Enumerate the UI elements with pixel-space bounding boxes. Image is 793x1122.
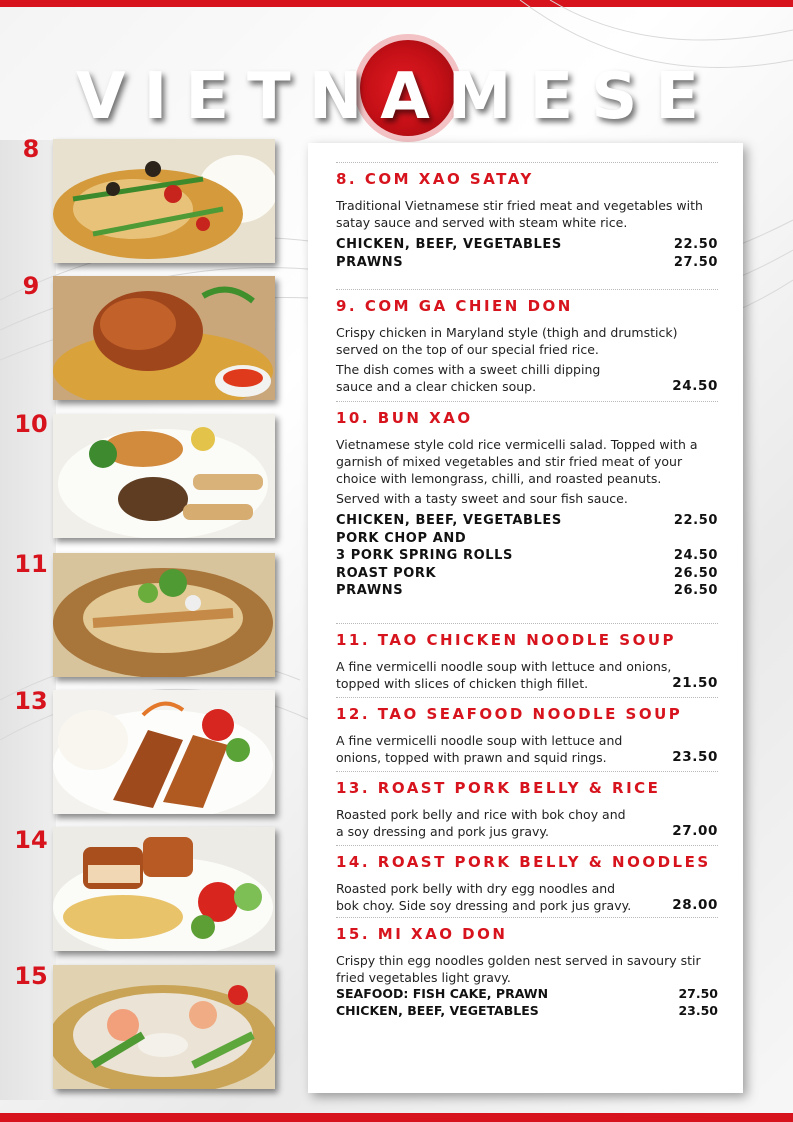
- menu-item-13: [336, 771, 718, 840]
- menu-item-description: Roasted pork belly with dry egg noodles and: [336, 881, 616, 896]
- menu-item-description: Traditional Vietnamese stir fried meat and vegetables with satay sauce and served with steam white rice.: [336, 198, 703, 230]
- photo-com-ga-chien-don: [53, 276, 275, 400]
- menu-panel: [308, 143, 743, 1093]
- photo-bun-xao: [53, 414, 275, 538]
- dotted-divider: [336, 917, 718, 918]
- price-option: ROAST PORK 26.50: [336, 565, 718, 581]
- price-row: sauce and a clear chicken soup. 24.50: [336, 378, 718, 394]
- menu-item-heading: 12. TAO SEAFOOD NOODLE SOUP: [336, 705, 683, 723]
- price-option: PORK CHOP AND: [336, 530, 467, 546]
- dotted-divider: [336, 162, 718, 163]
- menu-item-8: [336, 162, 718, 271]
- menu-item-heading: 14. ROAST PORK BELLY & NOODLES: [336, 853, 711, 871]
- photo-com-xao-satay: [53, 139, 275, 263]
- menu-item-heading: 15. MI XAO DON: [336, 925, 508, 943]
- page-title: VIETNAMESE: [75, 60, 718, 134]
- bottom-accent-bar: [0, 1113, 793, 1122]
- photo-number-15: 15: [14, 962, 48, 990]
- menu-item-description: Crispy thin egg noodles golden nest served in savoury stir fried vegetables light gravy.: [336, 953, 701, 985]
- photo-number-11: 11: [14, 550, 48, 578]
- menu-title-block: [0, 20, 793, 140]
- price-row: bok choy. Side soy dressing and pork jus gravy. 28.00: [336, 897, 718, 913]
- photo-roast-pork-belly-rice: [53, 690, 275, 814]
- price-option: 3 PORK SPRING ROLLS 24.50: [336, 548, 718, 563]
- photo-mi-xao-don: [53, 965, 275, 1089]
- dotted-divider: [336, 289, 718, 290]
- price-option: SEAFOOD: FISH CAKE, PRAWN 27.50: [336, 986, 718, 1001]
- menu-item-description: A fine vermicelli noodle soup with lettuce and onions,: [336, 659, 672, 674]
- menu-item-description: The dish comes with a sweet chilli dipping: [336, 362, 601, 377]
- price-option: CHICKEN, BEEF, VEGETABLES 22.50: [336, 237, 718, 252]
- menu-item-description: A fine vermicelli noodle soup with lettuce and: [336, 733, 623, 748]
- price-option: PRAWNS 26.50: [336, 583, 718, 598]
- dotted-divider: [336, 771, 718, 772]
- menu-item-description: Crispy chicken in Maryland style (thigh and drumstick) served on the top of our special fried rice.: [336, 325, 678, 357]
- top-accent-bar: [0, 0, 793, 7]
- photo-roast-pork-belly-noodles: [53, 827, 275, 951]
- dotted-divider: [336, 623, 718, 624]
- price-row: a soy dressing and pork jus gravy. 27.00: [336, 823, 718, 839]
- menu-item-heading: 9. COM GA CHIEN DON: [336, 297, 573, 315]
- menu-item-description: Roasted pork belly and rice with bok choy and: [336, 807, 626, 822]
- menu-item-heading: 13. ROAST PORK BELLY & RICE: [336, 779, 661, 797]
- price-option: CHICKEN, BEEF, VEGETABLES 23.50: [336, 1002, 718, 1018]
- menu-item-14: [336, 845, 718, 914]
- photo-number-10: 10: [14, 410, 48, 438]
- photo-number-8: 8: [22, 135, 40, 163]
- menu-item-12: [336, 697, 718, 766]
- menu-item-heading: 10. BUN XAO: [336, 409, 473, 427]
- dotted-divider: [336, 697, 718, 698]
- menu-item-heading: 8. COM XAO SATAY: [336, 170, 534, 188]
- menu-item-15: [336, 917, 718, 1019]
- price-option: PRAWNS 27.50: [336, 254, 718, 270]
- menu-item-heading: 11. TAO CHICKEN NOODLE SOUP: [336, 631, 677, 649]
- menu-item-11: [336, 623, 718, 692]
- dotted-divider: [336, 845, 718, 846]
- dotted-divider: [336, 401, 718, 402]
- photo-number-9: 9: [22, 272, 40, 300]
- menu-item-description: Served with a tasty sweet and sour fish sauce.: [336, 491, 628, 506]
- photo-number-13: 13: [14, 687, 48, 715]
- price-row: onions, topped with prawn and squid rings. 23.50: [336, 749, 718, 765]
- price-row: topped with slices of chicken thigh fillet. 21.50: [336, 675, 718, 691]
- price-option: CHICKEN, BEEF, VEGETABLES 22.50: [336, 513, 718, 528]
- menu-item-description: Vietnamese style cold rice vermicelli salad. Topped with a garnish of mixed vegetables and stir fried meat of your choice with lemongrass, chilli, and roasted peanuts.: [336, 437, 698, 486]
- menu-item-9: [336, 289, 718, 395]
- menu-item-10: [336, 401, 718, 600]
- photo-tao-chicken-noodle-soup: [53, 553, 275, 677]
- photo-number-14: 14: [14, 826, 48, 854]
